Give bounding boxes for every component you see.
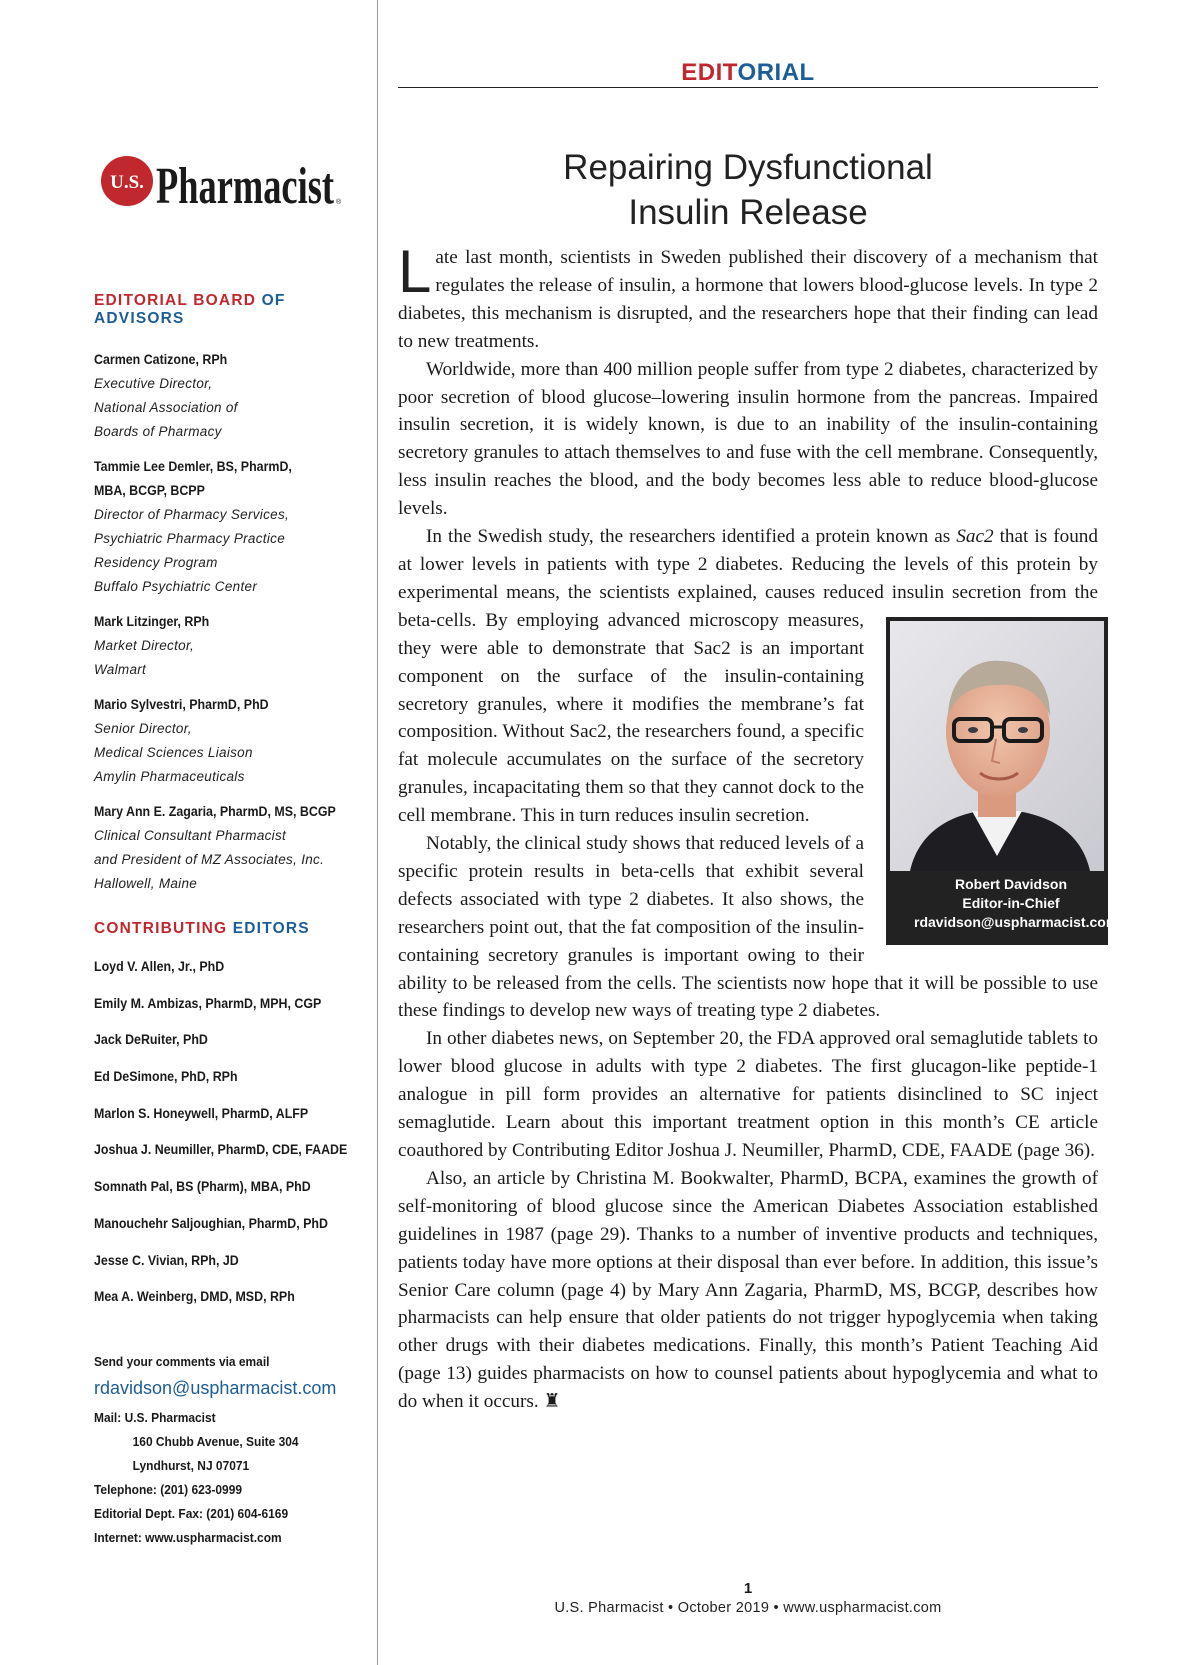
advisors-heading bbox=[94, 292, 377, 328]
advisor-line: Buffalo Psychiatric Center bbox=[94, 579, 258, 594]
caption-title: Editor-in-Chief bbox=[962, 894, 1060, 911]
advisor-line: Residency Program bbox=[94, 555, 218, 570]
advisors-list bbox=[94, 348, 374, 907]
mail-address-line: Lyndhurst, NJ 07071 bbox=[132, 1458, 250, 1473]
editors-heading-part1: CONTRIBUTING bbox=[94, 920, 228, 937]
mail-address-line: Mail: U.S. Pharmacist bbox=[94, 1410, 216, 1425]
editors-list bbox=[94, 955, 374, 1322]
editor-name: Somnath Pal, BS (Pharm), MBA, PhD bbox=[94, 1179, 311, 1195]
logo-badge: U.S. bbox=[110, 172, 144, 193]
advisor-line: Walmart bbox=[94, 662, 147, 677]
article-paragraph: In other diabetes news, on September 20, the FDA approved oral semaglutide tablets to lower blood glucose in adults with type 2 diabetes. The first glucagon-like peptide-1 analogue in pill form provides an alternative for patients disinclined to SC inject semaglutide. Learn about this important treatment option in this month’s CE article coauthored by Contributing Editor Joshua J. Neumiller, PharmD, CDE, FAADE (page 36). bbox=[398, 1028, 1098, 1161]
caption-email[interactable]: rdavidson@uspharmacist.com bbox=[914, 913, 1119, 930]
section-label-part1: EDIT bbox=[681, 59, 738, 86]
masthead-sidebar bbox=[0, 0, 378, 1665]
article-paragraph: Notably, the clinical study shows that reduced levels of a specific protein results in beta-cells that exhibit several defects associated with type 2 diabetes. It also shows, the researchers point out, that the fat composition of the insulin-containing secretory granules is important owing to their ability to be released from the cells. The scientists now hope that it will be possible to use these findings to develop new ways of treating type 2 diabetes. bbox=[398, 833, 1098, 1022]
editor-name: Marlon S. Honeywell, PharmD, ALFP bbox=[94, 1105, 309, 1121]
advisor-name: Mario Sylvestri, PharmD, PhD bbox=[94, 697, 269, 712]
mail-address-line: 160 Chubb Avenue, Suite 304 bbox=[132, 1434, 299, 1449]
editor-name: Jesse C. Vivian, RPh, JD bbox=[94, 1252, 239, 1268]
paragraph-text: In the Swedish study, the researchers identified a protein known as bbox=[426, 526, 957, 548]
advisor-line: Psychiatric Pharmacy Practice bbox=[94, 531, 286, 546]
advisor-entry bbox=[94, 800, 374, 896]
end-mark-icon: ♜ bbox=[543, 1391, 561, 1413]
article-body bbox=[398, 238, 1119, 1416]
advisor-entry bbox=[94, 693, 374, 789]
contact-info bbox=[94, 1350, 374, 1550]
article-title-line: Insulin Release bbox=[628, 193, 868, 232]
advisor-line: Senior Director, bbox=[94, 721, 192, 736]
us-pharmacist-logo bbox=[100, 148, 360, 218]
editor-name: Manouchehr Saljoughian, PharmD, PhD bbox=[94, 1215, 328, 1231]
advisor-line: Market Director, bbox=[94, 638, 195, 653]
paragraph-text-after-photo: microscopy measures, they were able to demonstrate that Sac2 is an important component on the surface of the insulin-containing secretory granules, where it modifies the membrane’s fat composition. Without Sac2, the researchers found, a specific fat molecule accumulates on the surface of the secretory granules, incapacitating them so that they cannot dock to the cell membrane. This in turn reduces insulin secretion. bbox=[398, 609, 864, 827]
editor-name: Jack DeRuiter, PhD bbox=[94, 1032, 208, 1048]
advisor-line: Hallowell, Maine bbox=[94, 876, 198, 891]
paragraph-text: ate last month, scientists in Sweden published their discovery of a mechanism that regulates the release of insulin, a hormone that lowers blood-glucose levels. In type 2 diabetes, this mechanism is disrupted, and the researchers hope that their finding can lead to new treatments. bbox=[398, 247, 1098, 352]
advisor-entry bbox=[94, 348, 374, 444]
protein-name: Sac2 bbox=[956, 526, 994, 548]
editor-name: Ed DeSimone, PhD, RPh bbox=[94, 1069, 238, 1085]
contact-email-link[interactable]: rdavidson@uspharmacist.com bbox=[94, 1378, 337, 1398]
editor-name: Loyd V. Allen, Jr., PhD bbox=[94, 959, 225, 974]
logo-wordmark: Pharmacist bbox=[156, 158, 335, 215]
send-comments-label: Send your comments via email bbox=[94, 1354, 270, 1369]
advisor-line: Director of Pharmacy Services, bbox=[94, 507, 290, 522]
paragraph-text: Also, an article by Christina M. Bookwalter, PharmD, BCPA, examines the growth of self-monitoring of blood glucose since the American Diabetes Association established guidelines in 1987 (page 29). Thanks to a number of inventive products and techniques, patients today have more options at their disposal than ever before. In addition, this issue’s Senior Care column (page 4) by Mary Ann Zagaria, PharmD, MS, BCGP, describes how pharmacists can help ensure that older patients do not trigger hypoglycemia when taking other drugs with their diabetes medications. Finally, this month’s Patient Teaching Aid (page 13) guides pharmacists on how to counsel patients about hypoglycemia and what to do when it occurs. bbox=[398, 1167, 1098, 1413]
advisor-entry bbox=[94, 455, 374, 599]
advisor-entry bbox=[94, 610, 374, 682]
advisor-line: and President of MZ Associates, Inc. bbox=[94, 852, 325, 867]
paragraph-text-before-photo: that is found at lower levels in patients with type 2 diabetes. Reducing the levels of this protein by experimental means, the scientists explained, causes reduced insulin secretion from the beta-cells. By employing advanced bbox=[398, 526, 1098, 631]
advisors-heading-part2: OF ADVISORS bbox=[94, 292, 286, 327]
editor-name: Emily M. Ambizas, PharmD, MPH, CGP bbox=[94, 995, 322, 1011]
caption-name: Robert Davidson bbox=[954, 875, 1067, 892]
editor-name: Joshua J. Neumiller, PharmD, CDE, FAADE bbox=[94, 1142, 348, 1158]
advisor-line: Executive Director, bbox=[94, 376, 213, 391]
advisor-name: Mary Ann E. Zagaria, PharmD, MS, BCGP bbox=[94, 804, 336, 819]
advisor-line: Amylin Pharmaceuticals bbox=[94, 769, 245, 784]
editor-name: Mea A. Weinberg, DMD, MSD, RPh bbox=[94, 1289, 295, 1305]
section-label bbox=[398, 58, 1098, 88]
logo-registered: ® bbox=[336, 199, 342, 206]
advisor-line: Clinical Consultant Pharmacist bbox=[94, 828, 287, 843]
advisor-name: Tammie Lee Demler, BS, PharmD, bbox=[94, 459, 292, 474]
advisor-line: National Association of bbox=[94, 400, 238, 415]
advisor-line: Boards of Pharmacy bbox=[94, 424, 222, 439]
page-footer: U.S. Pharmacist • October 2019 • www.uspharmacist.com bbox=[554, 1600, 942, 1616]
telephone-line: Telephone: (201) 623-0999 bbox=[94, 1482, 243, 1497]
article-paragraph bbox=[398, 238, 1098, 356]
editors-heading-part2: EDITORS bbox=[232, 920, 310, 937]
article-title bbox=[398, 145, 1098, 235]
editor-photo-box bbox=[886, 617, 1119, 945]
advisor-name: Mark Litzinger, RPh bbox=[94, 614, 210, 629]
internet-line: Internet: www.uspharmacist.com bbox=[94, 1530, 282, 1545]
article-title-line: Repairing Dysfunctional bbox=[563, 148, 933, 187]
photo-caption bbox=[886, 875, 1119, 932]
fax-line: Editorial Dept. Fax: (201) 604-6169 bbox=[94, 1506, 289, 1521]
section-label-part2: ORIAL bbox=[737, 59, 815, 86]
advisor-name: Carmen Catizone, RPh bbox=[94, 352, 228, 367]
article-paragraph: Worldwide, more than 400 million people suffer from type 2 diabetes, characterized by poor secretion of blood glucose–lowering insulin hormone from the pancreas. Impaired insulin secretion, it is widely known, is due to an inability of the insulin-containing secretory granules to attach themselves to and fuse with the cell membrane. Consequently, less insulin reaches the blood, and the body becomes less able to reduce blood-glucose levels. bbox=[398, 358, 1098, 520]
article-paragraph bbox=[398, 1165, 1098, 1416]
editor-portrait-image bbox=[890, 621, 1104, 871]
advisor-name-cont: MBA, BCGP, BCPP bbox=[94, 483, 205, 498]
main-column bbox=[398, 0, 1119, 1665]
advisors-heading-part1: EDITORIAL BOARD bbox=[94, 292, 257, 309]
editors-heading bbox=[94, 920, 310, 938]
advisor-line: Medical Sciences Liaison bbox=[94, 745, 253, 760]
drop-cap: L bbox=[398, 238, 432, 305]
page-number: 1 bbox=[743, 1580, 753, 1597]
